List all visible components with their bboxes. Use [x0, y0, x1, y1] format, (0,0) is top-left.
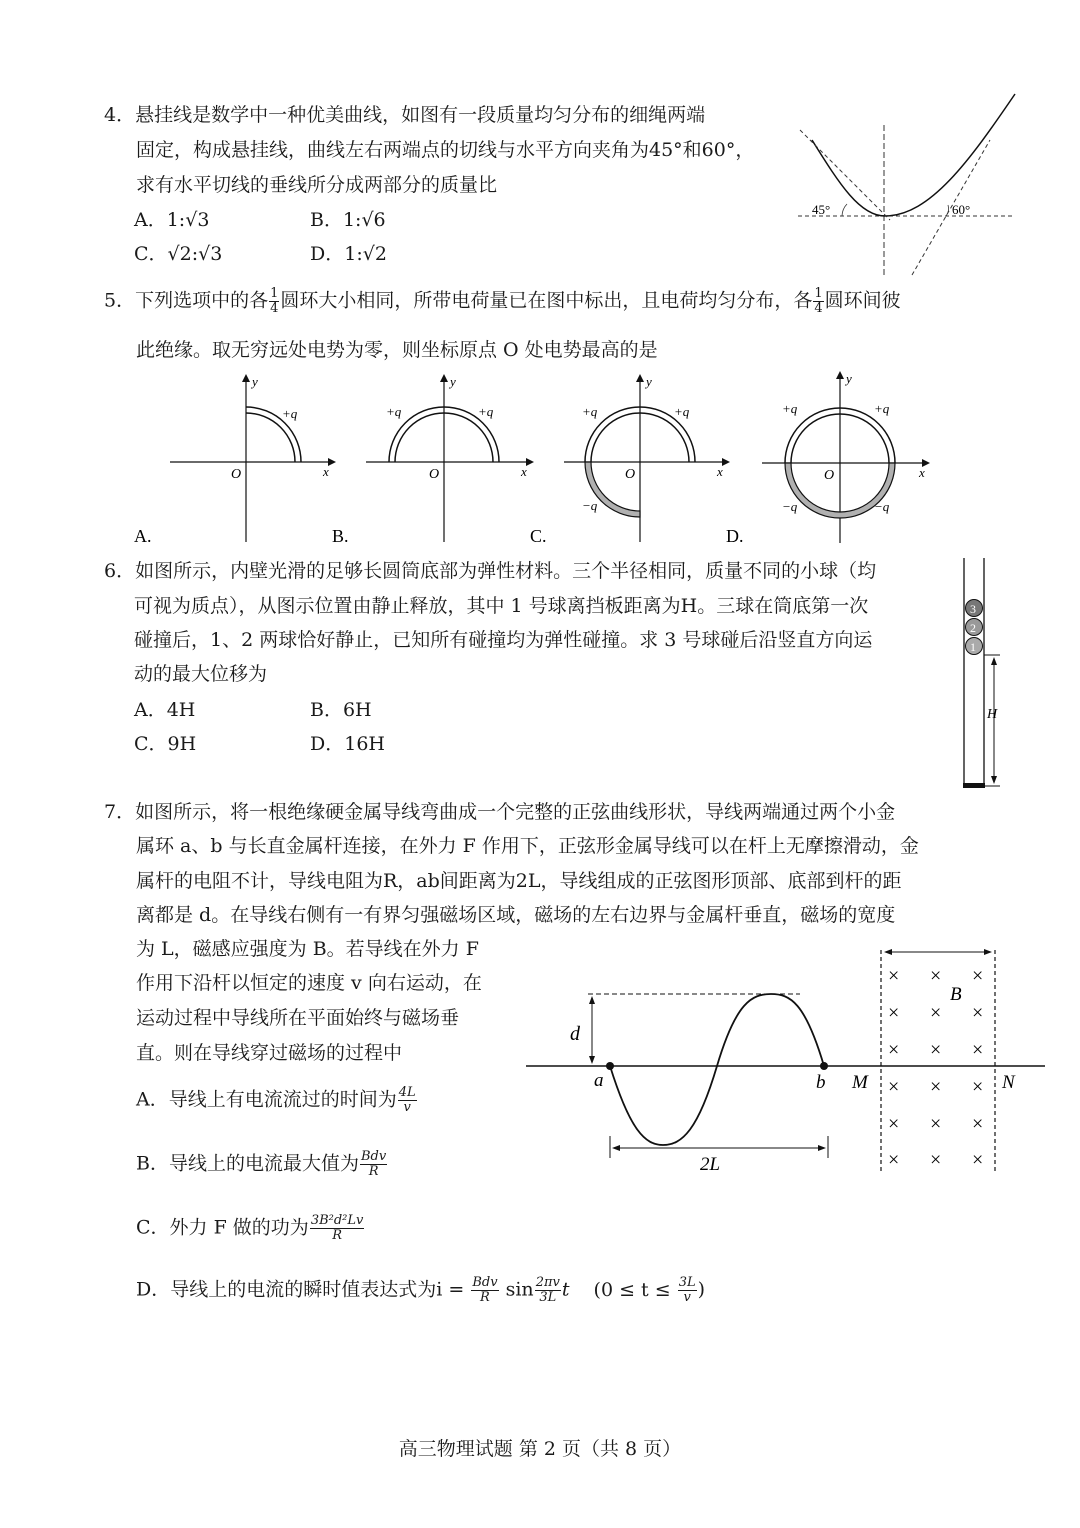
q5-figure-b	[330, 370, 540, 550]
svg-text:+q: +q	[874, 401, 890, 416]
q5-line-2: 此绝缘。取无穷远处电势为零，则坐标原点 O 处电势最高的是	[136, 339, 658, 361]
svg-text:+q: +q	[386, 404, 402, 419]
q4-line-2: 固定，构成悬挂线，曲线左右两端点的切线与水平方向夹角为45°和60°，	[136, 139, 755, 161]
svg-text:×: ×	[930, 1076, 942, 1098]
q5-figure-d	[726, 365, 940, 546]
svg-text:+q: +q	[282, 406, 298, 421]
q5-figure-c	[530, 370, 740, 550]
q6-line-3: 碰撞后，1、2 两球恰好静止，已知所有碰撞均为弹性碰撞。求 3 号球碰后沿竖直方向运	[134, 629, 873, 651]
q7-option-d: D．导线上的电流的瞬时值表达式为i = $\frac{\text{Bdv}}{R}$ sin $\frac{2\pi v}{3L}$ t (0 ≤ t ≤ $\frac{3L}{v}$ )	[136, 1275, 706, 1305]
q7-field-crosses	[888, 965, 983, 1171]
q6-option-d: D．16H	[310, 733, 385, 755]
q7-line-8: 直。则在导线穿过磁场的过程中	[136, 1042, 403, 1064]
svg-text:y: y	[846, 371, 852, 386]
q7-m-label: M	[852, 1072, 868, 1093]
svg-text:×: ×	[972, 1076, 984, 1098]
svg-text:y: y	[252, 374, 258, 389]
q7-option-c: C．外力 F 做的功为 $\frac{\text{3B²d²Lv}}{R}$	[136, 1213, 364, 1243]
q7-a-label: a	[594, 1070, 604, 1091]
q7-circuit-figure	[520, 940, 1060, 1180]
svg-text:×: ×	[888, 1149, 900, 1171]
svg-text:×: ×	[930, 1113, 942, 1135]
svg-text:×: ×	[888, 1076, 900, 1098]
q7-b-field-label: B	[950, 984, 962, 1005]
svg-text:×: ×	[930, 1039, 942, 1061]
svg-text:×: ×	[888, 1039, 900, 1061]
q7-line-2: 属环 a、b 与长直金属杆连接，在外力 F 作用下，正弦形金属导线可以在杆上无摩擦滑动，金	[136, 835, 919, 857]
svg-text:x: x	[919, 465, 925, 480]
svg-text:×: ×	[930, 965, 942, 987]
q4-option-d: D．1:√2	[310, 243, 387, 265]
q4-catenary-figure	[790, 90, 1030, 280]
q7-option-b: B．导线上的电流最大值为 $\frac{\text{Bdv}}{R}$	[136, 1149, 387, 1179]
q7-2l-label: 2L	[700, 1154, 721, 1175]
q6-line-4: 动的最大位移为	[134, 663, 268, 685]
svg-text:x: x	[717, 464, 723, 479]
q6-ball-3: 3	[970, 602, 976, 616]
svg-text:+q: +q	[582, 404, 598, 419]
q4-option-b: B．1:√6	[310, 209, 386, 231]
q6-tube-figure	[950, 556, 1010, 796]
q5-label-a: A.	[134, 526, 152, 546]
q7-line-3: 属杆的电阻不计，导线电阻为R，ab间距离为2L，导线组成的正弦图形顶部、底部到杆的距	[136, 870, 902, 892]
svg-text:×: ×	[888, 1113, 900, 1135]
q6-option-b: B．6H	[310, 699, 372, 721]
q7-line-6: 作用下沿杆以恒定的速度 v 向右运动，在	[136, 972, 482, 994]
svg-text:x: x	[521, 464, 527, 479]
svg-text:×: ×	[930, 1002, 942, 1024]
q5-label-b: B.	[332, 526, 349, 546]
q4-line-1: 4．悬挂线是数学中一种优美曲线，如图有一段质量均匀分布的细绳两端	[104, 104, 706, 126]
svg-text:×: ×	[972, 1113, 984, 1135]
svg-text:+q: +q	[478, 404, 494, 419]
q5-figure-a	[130, 370, 340, 550]
svg-text:O: O	[625, 467, 636, 482]
svg-text:×: ×	[888, 1002, 900, 1024]
q6-line-2: 可视为质点），从图示位置由静止释放，其中 1 号球离挡板距离为H。三球在筒底第一次	[134, 595, 869, 617]
q5-label-d: D.	[726, 526, 744, 546]
q6-height-label: H	[987, 707, 998, 722]
q4-option-c: C．√2:√3	[134, 243, 223, 265]
svg-text:+q: +q	[782, 401, 798, 416]
q6-option-c: C．9H	[134, 733, 197, 755]
q4-option-a: A．1:√3	[134, 209, 210, 231]
q6-ball-2: 2	[970, 621, 976, 635]
svg-text:−q: −q	[782, 499, 798, 514]
q7-b-label: b	[816, 1072, 826, 1093]
svg-text:×: ×	[930, 1149, 942, 1171]
q7-line-7: 运动过程中导线所在平面始终与磁场垂	[136, 1007, 460, 1029]
svg-text:y: y	[450, 374, 456, 389]
q4-angle-right: 60°	[952, 202, 971, 217]
q6-option-a: A．4H	[134, 699, 196, 721]
svg-text:+q: +q	[674, 404, 690, 419]
svg-text:−q: −q	[874, 499, 890, 514]
q5-line-1: 5．下列选项中的各 $\frac{1}{4}$ 圆环大小相同，所带电荷量已在图中标出，且电荷均匀分布，各 $\frac{1}{4}$ 圆环间彼	[104, 286, 901, 316]
svg-text:O: O	[429, 467, 440, 482]
q6-line-1: 6．如图所示，内壁光滑的足够长圆筒底部为弹性材料。三个半径相同，质量不同的小球（均	[104, 560, 877, 582]
svg-text:y: y	[646, 374, 652, 389]
q7-line-1: 7．如图所示，将一根绝缘硬金属导线弯曲成一个完整的正弦曲线形状，导线两端通过两个小金	[104, 801, 896, 823]
svg-text:×: ×	[972, 1149, 984, 1171]
q6-ball-1: 1	[970, 640, 976, 654]
svg-text:O: O	[231, 467, 242, 482]
q5-label-c: C.	[530, 526, 547, 546]
q7-n-label: N	[1002, 1072, 1015, 1093]
q7-option-a: A．导线上有电流流过的时间为 $\frac{4L}{v}$	[136, 1085, 416, 1115]
q4-angle-left: 45°	[812, 202, 831, 217]
svg-text:−q: −q	[582, 498, 598, 513]
page-footer: 高三物理试题 第 2 页（共 8 页）	[398, 1438, 682, 1460]
svg-text:×: ×	[888, 965, 900, 987]
svg-text:O: O	[824, 468, 835, 483]
q4-line-3: 求有水平切线的垂线所分成两部分的质量比	[136, 174, 498, 196]
q7-line-5: 为 L，磁感应强度为 B。若导线在外力 F	[136, 938, 479, 960]
svg-text:×: ×	[972, 965, 984, 987]
q7-line-4: 离都是 d。在导线右侧有一有界匀强磁场区域，磁场的左右边界与金属杆垂直，磁场的宽度	[136, 904, 896, 926]
svg-text:×: ×	[972, 1039, 984, 1061]
q7-d-label: d	[570, 1023, 580, 1045]
svg-text:×: ×	[972, 1002, 984, 1024]
svg-text:x: x	[323, 464, 329, 479]
